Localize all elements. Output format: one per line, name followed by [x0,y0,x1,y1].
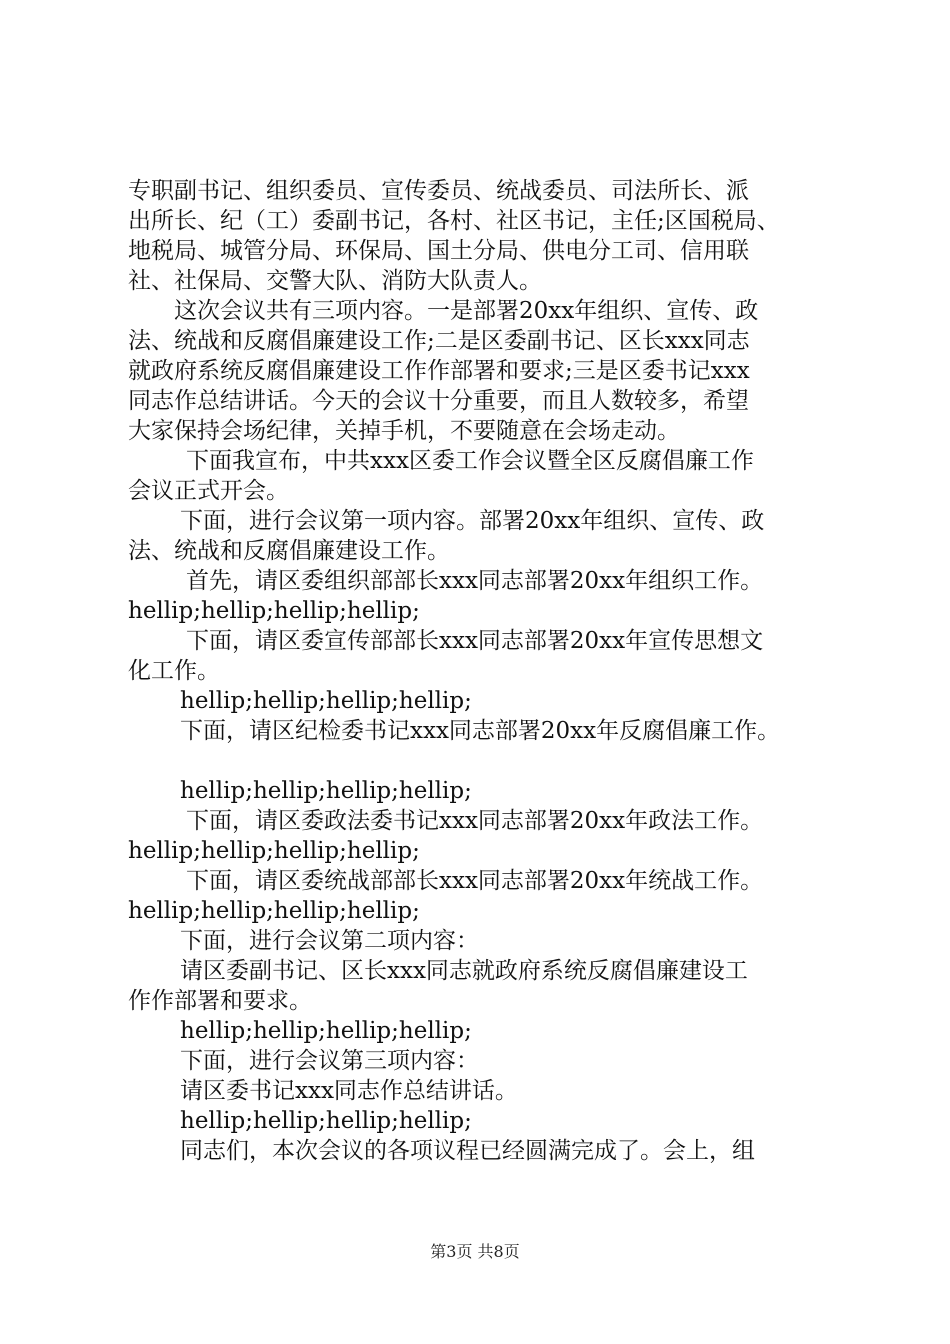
text-line: hellip;hellip;hellip;hellip; [128,598,420,624]
text-line: 同志们，本次会议的各项议程已经圆满完成了。会上，组 [180,1138,755,1164]
text-line: 下面，进行会议第二项内容： [180,928,479,954]
text-line: hellip;hellip;hellip;hellip; [180,1018,472,1044]
text-line: 专职副书记、组织委员、宣传委员、统战委员、司法所长、派 [128,178,749,204]
text-line: 首先，请区委组织部部长xxx同志部署20xx年组织工作。 [186,568,764,594]
text-line: 出所长、纪（工）委副书记，各村、社区书记，主任;区国税局、 [128,208,780,234]
blank-line [128,746,848,776]
text-line: 请区委副书记、区长xxx同志就政府系统反腐倡廉建设工 [180,958,748,984]
text-line: 下面，进行会议第三项内容： [180,1048,479,1074]
text-line: 会议正式开会。 [128,478,289,504]
text-line: 作作部署和要求。 [128,988,312,1014]
text-line: 下面我宣布，中共xxx区委工作会议暨全区反腐倡廉工作 [186,448,754,474]
text-line: 下面，请区委宣传部部长xxx同志部署20xx年宣传思想文 [186,628,764,654]
text-line: 化工作。 [128,658,220,684]
document-body [128,176,848,1166]
text-line: hellip;hellip;hellip;hellip; [180,1108,472,1134]
page-number-footer: 第3页 共8页 [430,1242,520,1261]
text-line: 大家保持会场纪律，关掉手机，不要随意在会场走动。 [128,418,680,444]
text-line: 同志作总结讲话。今天的会议十分重要，而且人数较多，希望 [128,388,749,414]
text-line: 下面，请区委统战部部长xxx同志部署20xx年统战工作。 [186,868,764,894]
text-line: 下面，进行会议第一项内容。部署20xx年组织、宣传、政 [180,508,765,534]
text-line: 下面，请区委政法委书记xxx同志部署20xx年政法工作。 [186,808,764,834]
text-line: 请区委书记xxx同志作总结讲话。 [180,1078,518,1104]
text-line: hellip;hellip;hellip;hellip; [128,838,420,864]
text-line: 地税局、城管分局、环保局、国土分局、供电分工司、信用联 [128,238,749,264]
text-line: 法、统战和反腐倡廉建设工作。 [128,538,450,564]
text-line: hellip;hellip;hellip;hellip; [128,898,420,924]
text-line: 就政府系统反腐倡廉建设工作作部署和要求;三是区委书记xxx [128,358,750,384]
text-line: 法、统战和反腐倡廉建设工作;二是区委副书记、区长xxx同志 [128,328,750,354]
text-line: 下面，请区纪检委书记xxx同志部署20xx年反腐倡廉工作。 [180,718,781,744]
text-line: hellip;hellip;hellip;hellip; [180,688,472,714]
text-line: 社、社保局、交警大队、消防大队责人。 [128,268,542,294]
text-line: hellip;hellip;hellip;hellip; [180,778,472,804]
text-line: 这次会议共有三项内容。一是部署20xx年组织、宣传、政 [174,298,759,324]
